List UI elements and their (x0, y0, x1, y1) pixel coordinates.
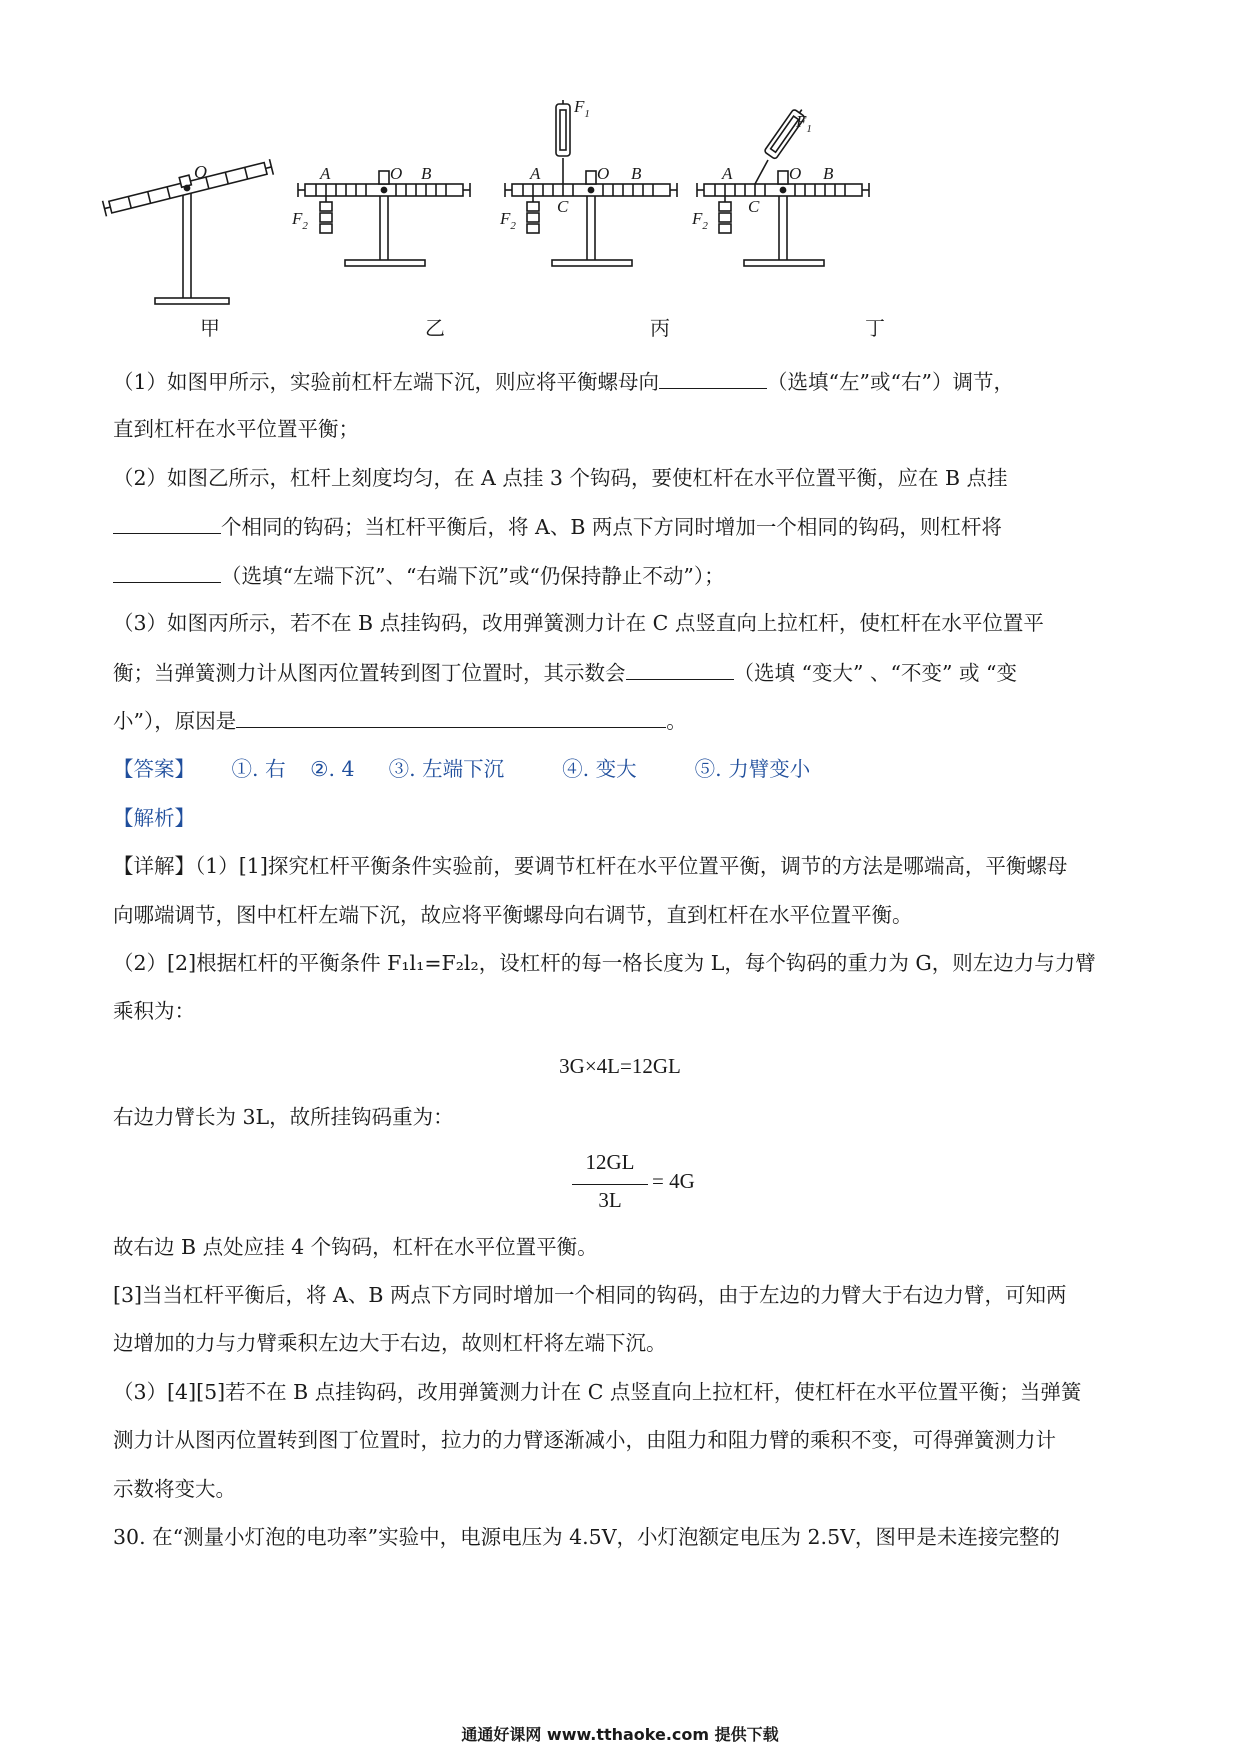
answer-tag: 【答案】 (113, 757, 195, 781)
answer-blank-4[interactable] (626, 657, 734, 680)
figure-label-jia: 甲 (200, 316, 220, 340)
analysis-p3: 右边力臂长为 3L，故所挂钩码重为： (113, 1105, 454, 1129)
force-f2-label-yi: $F_2$ (292, 209, 308, 232)
figure-ding (691, 106, 869, 266)
question-1-line-1: （1）如图甲所示，实验前杠杆左端下沉，则应将平衡螺母向 （选填“左”或“右”）调节， (113, 366, 1014, 397)
figure-yi (291, 164, 470, 266)
question-3-line-2: 衡；当弹簧测力计从图丙位置转到图丁位置时，其示数会 （选填 “变大” 、“不变” 或 “变 (113, 657, 1017, 688)
point-a-label-yi: A (320, 164, 331, 183)
answer-blank-2[interactable] (113, 511, 221, 534)
point-c-label-bing: C (557, 197, 569, 216)
question-2-line-1: （2）如图乙所示，杠杆上刻度均匀，在 A 点挂 3 个钩码，要使杠杆在水平位置平衡，应在 B 点挂 (113, 466, 1008, 490)
answer-item-4: ④. 变大 (562, 757, 637, 781)
analysis-p2-line-2: 乘积为： (113, 999, 195, 1023)
fulcrum-label-jia: O (194, 162, 207, 182)
analysis-p1-line-2: 向哪端调节，图中杠杆左端下沉，故应将平衡螺母向右调节，直到杠杆在水平位置平衡。 (113, 903, 913, 927)
question-3-line-1: （3）如图丙所示，若不在 B 点挂钩码，改用弹簧测力计在 C 点竖直向上拉杠杆，使杠杆在水平位置平 (113, 611, 1044, 635)
answer-blank-3[interactable] (113, 560, 221, 583)
answer-blank-1[interactable] (659, 366, 767, 389)
question-2-line-2: 个相同的钩码；当杠杆平衡后，将 A、B 两点下方同时增加一个相同的钩码，则杠杆将 (113, 511, 1002, 542)
answer-item-5: ⑤. 力臂变小 (694, 757, 811, 781)
point-b-label-yi: B (421, 164, 432, 183)
force-f2-label-bing: $F_2$ (500, 209, 516, 232)
answer-row (113, 754, 810, 784)
analysis-p6-line-1: （3）[4][5]若不在 B 点挂钩码，改用弹簧测力计在 C 点竖直向上拉杠杆，使杠杆在水平位置平衡；当弹簧 (113, 1380, 1082, 1404)
fraction-numerator: 12GL (585, 1150, 635, 1174)
answer-item-2: ②. 4 (310, 757, 355, 781)
fulcrum-label-yi: O (390, 164, 403, 183)
answer-item-1: ①. 右 (231, 757, 286, 781)
force-f2-label-ding: $F_2$ (692, 209, 708, 232)
question-1-line-2: 直到杠杆在水平位置平衡； (113, 417, 359, 441)
fraction-bar (572, 1184, 648, 1185)
fulcrum-label-bing: O (597, 164, 610, 183)
analysis-p2-line-1: （2）[2]根据杠杆的平衡条件 F₁l₁=F₂l₂，设杠杆的每一格长度为 L，每个钩码的重力为 G，则左边力与力臂 (113, 951, 1096, 975)
question-3-line-3: 小”），原因是 。 (113, 705, 687, 736)
point-a-label-bing: A (530, 164, 541, 183)
analysis-p6-line-2: 测力计从图丙位置转到图丁位置时，拉力的力臂逐渐减小，由阻力和阻力臂的乘积不变，可得弹簧测力计 (113, 1428, 1056, 1452)
next-question: 30. 在“测量小灯泡的电功率”实验中，电源电压为 4.5V，小灯泡额定电压为 2.5V，图甲是未连接完整的 (113, 1525, 1060, 1549)
figure-label-ding: 丁 (865, 316, 885, 340)
analysis-p5-line-2: 边增加的力与力臂乘积左边大于右边，故则杠杆将左端下沉。 (113, 1331, 667, 1355)
figure-label-bing: 丙 (650, 316, 670, 340)
analysis-p4: 故右边 B 点处应挂 4 个钩码，杠杆在水平位置平衡。 (113, 1235, 598, 1259)
force-f1-label-ding: $F_1$ (796, 112, 812, 135)
figure-label-yi: 乙 (425, 316, 445, 340)
fraction-result: = 4G (652, 1169, 695, 1193)
analysis-p1-line-1: 【详解】（1）[1]探究杠杆平衡条件实验前，要调节杠杆在水平位置平衡，调节的方法是哪端高，平衡螺母 (113, 854, 1068, 878)
figure-jia (102, 155, 274, 304)
answer-blank-5[interactable] (236, 705, 666, 728)
force-f1-label-bing: $F_1$ (574, 100, 590, 120)
equation-1: 3G×4L=12GL (559, 1054, 681, 1078)
fulcrum-label-ding: O (789, 164, 802, 183)
figure-bing (499, 100, 677, 266)
point-b-label-ding: B (823, 164, 834, 183)
point-c-label-ding: C (748, 197, 760, 216)
fraction-denominator: 3L (598, 1188, 622, 1212)
analysis-p5-line-1: [3]当当杠杆平衡后，将 A、B 两点下方同时增加一个相同的钩码，由于左边的力臂大于右边力臂，可知两 (113, 1283, 1067, 1307)
analysis-p6-line-3: 示数将变大。 (113, 1477, 236, 1501)
lever-figures (100, 100, 1000, 345)
question-2-line-3: （选填“左端下沉”、“右端下沉”或“仍保持静止不动”）； (113, 560, 725, 591)
answer-item-3: ③. 左端下沉 (388, 757, 505, 781)
analysis-tag: 【解析】 (113, 806, 195, 830)
point-a-label-ding: A (722, 164, 733, 183)
footer-source[interactable]: 通通好课网 www.tthaoke.com 提供下载 (461, 1725, 779, 1744)
point-b-label-bing: B (631, 164, 642, 183)
